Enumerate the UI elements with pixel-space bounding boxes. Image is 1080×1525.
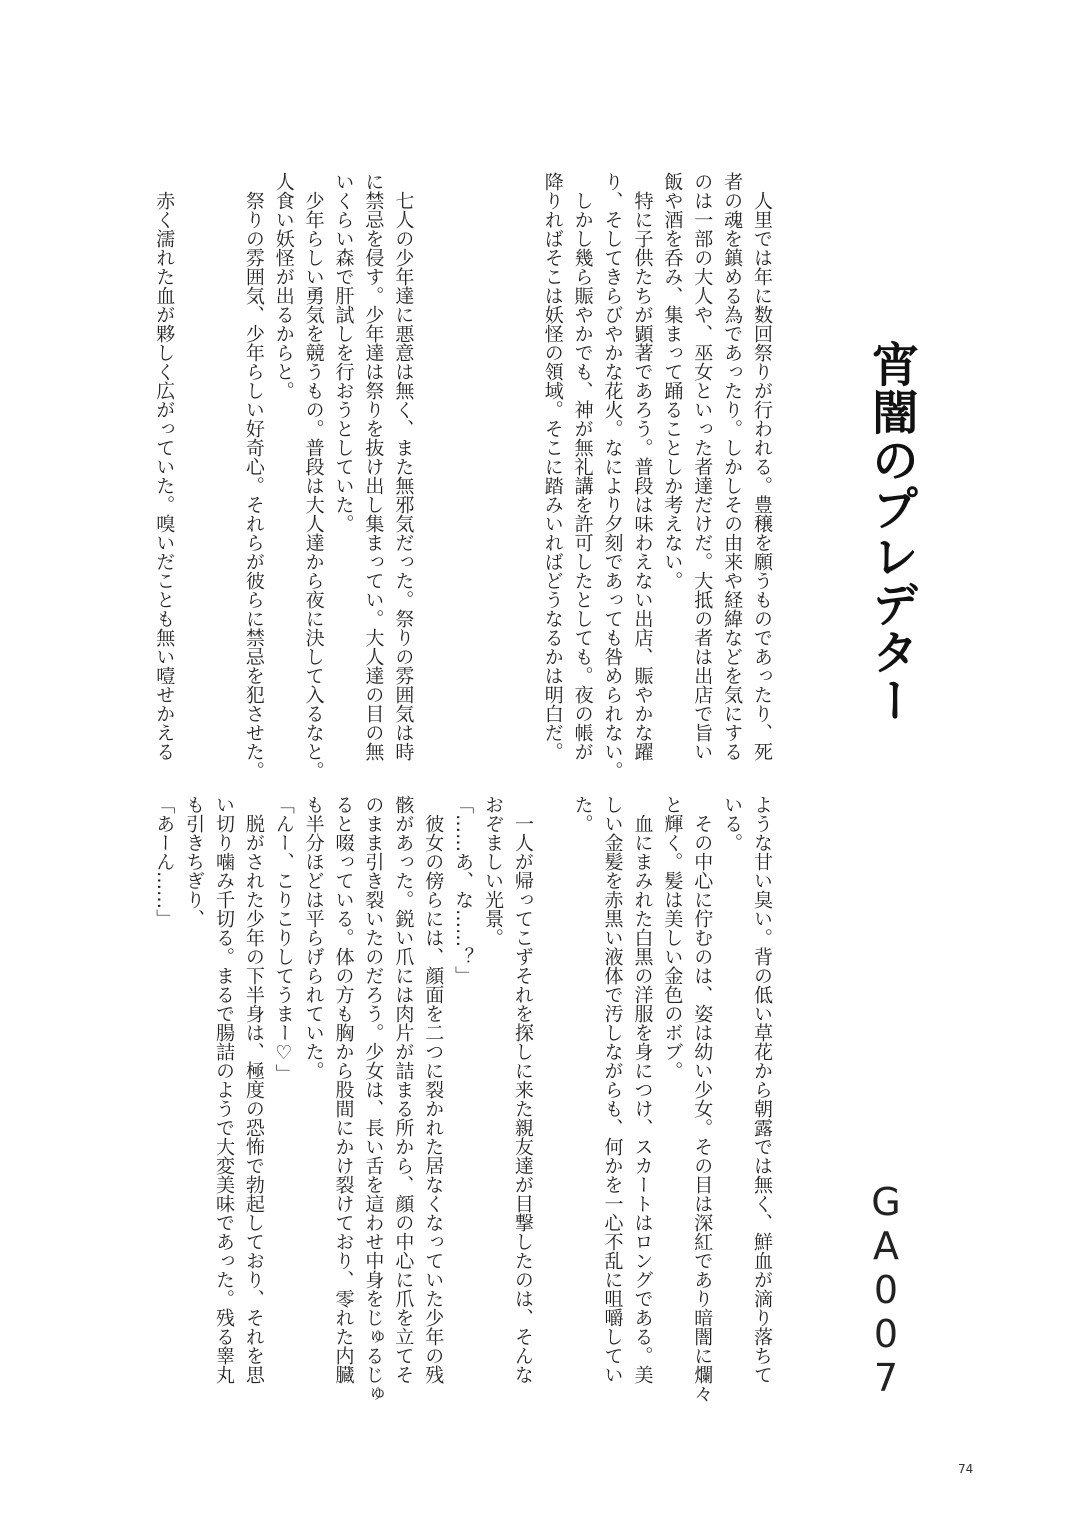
text-line: た。 (571, 795, 594, 833)
text-line: 一人が帰ってこずそれを探しに来た親友達が目撃したのは、そんな (511, 795, 534, 1384)
text-line: 彼女の傍らには、顔面を二つに裂かれた居なくなっていた少年の残 (422, 795, 445, 1384)
text-line: も半分ほどは平らげられていた。 (302, 795, 325, 1080)
text-line: 七人の少年達に悪意は無く、また無邪気だった。祭りの雰囲気は時 (392, 172, 415, 761)
text-line: 脱がされた少年の下半身は、極度の恐怖で勃起しており、それを思 (242, 795, 265, 1384)
text-line: も引きちぎり、 (183, 795, 206, 928)
text-line: り、そしてきらびやかな花火。なにより夕刻であっても咎められない。 (601, 172, 624, 780)
text-line: 特に子供たちが顕著であろう。普段は味わえない出店、賑やかな躍 (631, 172, 654, 761)
text-line: ような甘い臭い。背の低い草花から朝露では無く、鮮血が滴り落ちて (751, 795, 773, 1384)
text-line: 少年らしい勇気を競うもの。普段は大人達から夜に決して入るなと。 (302, 172, 325, 780)
text-line: 「……あ、な……？」 (452, 795, 475, 985)
text-line: のは一部の大人や、巫女といった者達だけだ。大抵の者は出店で旨い (691, 172, 714, 761)
text-line: 者の魂を鎮める為であったり。しかしその由来や経緯などを気にする (721, 172, 744, 761)
text-line: 「あーん……」 (153, 795, 176, 928)
text-line: と輝く。髪は美しい金色のボブ。 (661, 795, 684, 1080)
text-line: に禁忌を侵す。少年達は祭りを抜け出し集まってい。大人達の目の無 (362, 172, 385, 761)
text-line: 「んー、こりこりしてうまー♡」 (272, 795, 295, 1083)
text-line (418, 172, 448, 772)
text-line (179, 172, 209, 772)
text-line: その中心に佇むのは、姿は幼い少女。その目は深紅であり暗闇に爛々 (691, 795, 714, 1403)
text-line: 赤く濡れた血が夥しく広がっていた。嗅いだことも無い噎せかえる (153, 172, 176, 761)
text-line: のまま引き裂いたのだろう。少女は、長い舌を這わせ中身をじゅるじゅ (362, 795, 385, 1403)
body-text-bottom (149, 795, 777, 1435)
text-line: おぞましい光景。 (481, 795, 504, 947)
text-line: 人里では年に数回祭りが行われる。豊穣を願うものであったり、死 (751, 172, 773, 761)
text-line: いる。 (721, 795, 744, 852)
text-line: 血にまみれた白黒の洋服を身につけ、スカートはロングである。美 (631, 795, 654, 1384)
author-name: GA007 (864, 1180, 908, 1400)
text-line: いくらい森で肝試しを行おうとしていた。 (332, 172, 355, 533)
text-line: 降りればそこは妖怪の領域。そこに踏みいればどうなるかは明白だ。 (541, 172, 564, 761)
text-line: ると啜っている。体の方も胸から股間にかけ裂けており、零れた内臓 (332, 795, 355, 1384)
body-text-top (149, 172, 777, 780)
text-line: い切り噛み千切る。まるで腸詰のようで大変美味であった。残る睾丸 (212, 795, 235, 1384)
text-line: 飯や酒を呑み、集まって踊ることしか考えない。 (661, 172, 684, 590)
text-line: しい金髪を赤黒い液体で汚しながらも、何かを一心不乱に咀嚼してい (601, 795, 624, 1384)
story-title: 宵闇のプレデター (864, 340, 919, 724)
text-line (478, 172, 508, 772)
text-line (538, 795, 568, 1435)
text-line: しかし幾ら賑やかでも、神が無礼講を許可したとしても。夜の帳が (571, 172, 594, 761)
page-number: 74 (958, 1462, 974, 1476)
text-line: 骸があった。鋭い爪には肉片が詰まる所から、顔の中心に爪を立てそ (392, 795, 415, 1384)
text-line (508, 172, 538, 772)
text-line (209, 172, 239, 772)
text-line (448, 172, 478, 772)
text-line: 祭りの雰囲気、少年らしい好奇心。それらが彼らに禁忌を犯させた。 (242, 172, 265, 780)
text-line: 人食い妖怪が出るからと。 (272, 172, 295, 400)
